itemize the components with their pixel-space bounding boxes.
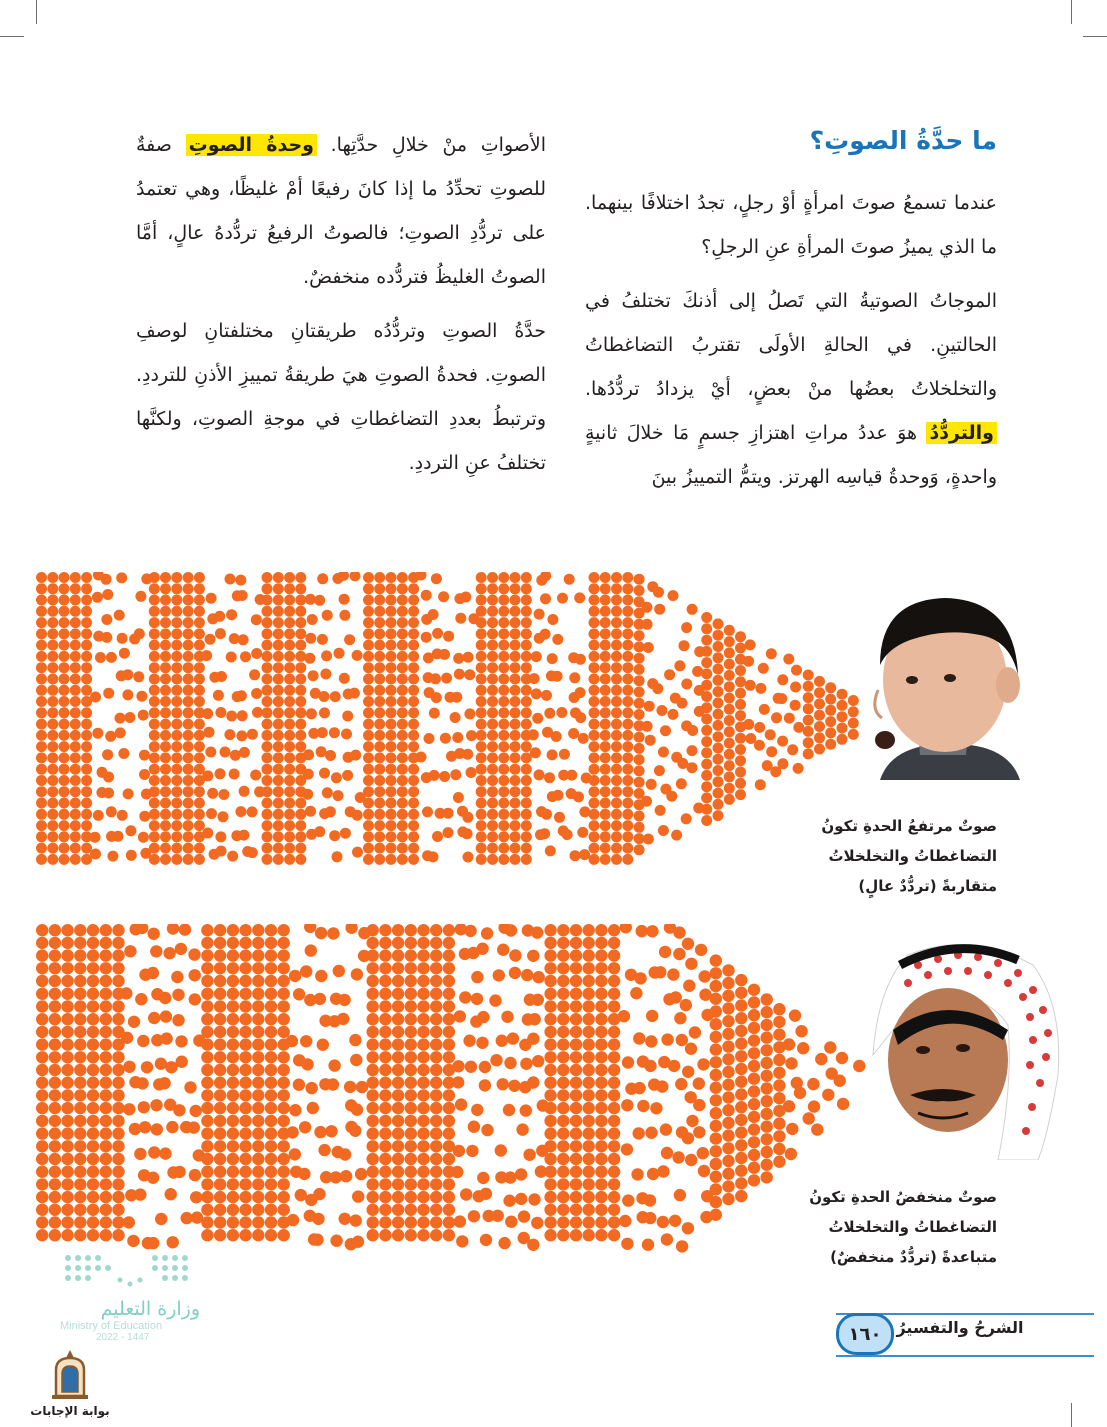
highlighted-term: وحدةُ الصوتِ: [186, 134, 317, 156]
page-number: ١٦٠: [836, 1313, 894, 1355]
portal-label: بوابة الإجابات: [30, 1404, 110, 1418]
left-text-column: [136, 123, 546, 495]
paragraph: الموجاتُ الصوتيةُ التي تَصلُ إلى أذنكَ تختلفُ في الحالتينِ. في الحالةِ الأولَى تقتربُ التضاغطاتُ والتخلخلاتُ بعضُها منْ بعضٍ، أيْ يزدادُ تردُّدُها. والتردُّدُ هوَ عددُ مراتِ اهتزازِ جسمٍ مَا خلالَ ثانيةٍ واحدةٍ، وَوحدةُ قياسِه الهرتز. ويتمُّ التمييزُ بينَ: [585, 290, 997, 488]
crop-mark: [1071, 0, 1072, 24]
ministry-name-ar: وزارة التعليم: [100, 1298, 200, 1320]
right-text-column: [585, 181, 997, 509]
crop-mark: [0, 36, 24, 37]
ministry-logo: [60, 1250, 210, 1343]
mosque-lamp-icon: [48, 1348, 92, 1400]
footer-section-title: الشرحُ والتفسيرُ: [896, 1318, 1024, 1337]
paragraph: عندما تسمعُ صوتَ امرأةٍ أوْ رجلٍ، تجدُ اختلافًا بينهما. ما الذي يميزُ صوتَ المرأةِ عنِ الرجلِ؟: [585, 192, 997, 258]
ministry-year: 2022 - 1447: [96, 1332, 150, 1343]
highlighted-term: والتردُّدُ: [926, 422, 997, 444]
low-frequency-particles: [36, 924, 866, 1254]
low-frequency-wave: [36, 924, 866, 1254]
boy-photo: [850, 580, 1025, 785]
high-frequency-wave: [36, 572, 866, 868]
high-frequency-particles: [36, 572, 866, 868]
crop-mark: [1071, 1403, 1072, 1427]
paragraph: حدَّةُ الصوتِ وتردُّدُه طريقتانِ مختلفتانِ لوصفِ الصوتِ. فحدةُ الصوتِ هيَ طريقةُ تمييزِ الأذنِ للترددِ. وترتبطُ بعددِ التضاغطاتِ في موجةِ الصوتِ، ولكنَّها تختلفُ عنِ الترددِ.: [136, 320, 546, 474]
ministry-name-en: Ministry of Education: [60, 1320, 163, 1332]
high-pitch-caption: صوتٌ مرتفعُ الحدةِ تكونُ التضاغطاتُ والتخلخلاتُ متقاربةً (تردُّدٌ عالٍ): [821, 817, 997, 895]
man-photo: [848, 935, 1070, 1160]
crop-mark: [1083, 36, 1107, 37]
answers-portal-logo: [30, 1348, 110, 1418]
low-pitch-caption: صوتٌ منخفضُ الحدةِ تكونُ التضاغطاتُ والتخلخلاتُ متباعدةً (تردُّدٌ منخفضٌ): [809, 1188, 997, 1266]
ministry-dots-icon: [60, 1250, 200, 1294]
crop-mark: [36, 0, 37, 24]
paragraph: الأصواتِ منْ خلالِ حدَّتِها. وحدةُ الصوتِ صفةٌ للصوتِ تحدِّدُ ما إذا كانَ رفيعًا أمْ غليظًا، وهي تعتمدُ على تردُّدِ الصوتِ؛ فالصوتُ الرفيعُ تردُّدهُ عالٍ، أمَّا الصوتُ الغليظُ فتردُّده منخفضٌ.: [136, 134, 547, 288]
section-heading: ما حدَّةُ الصوتِ؟: [809, 126, 997, 155]
